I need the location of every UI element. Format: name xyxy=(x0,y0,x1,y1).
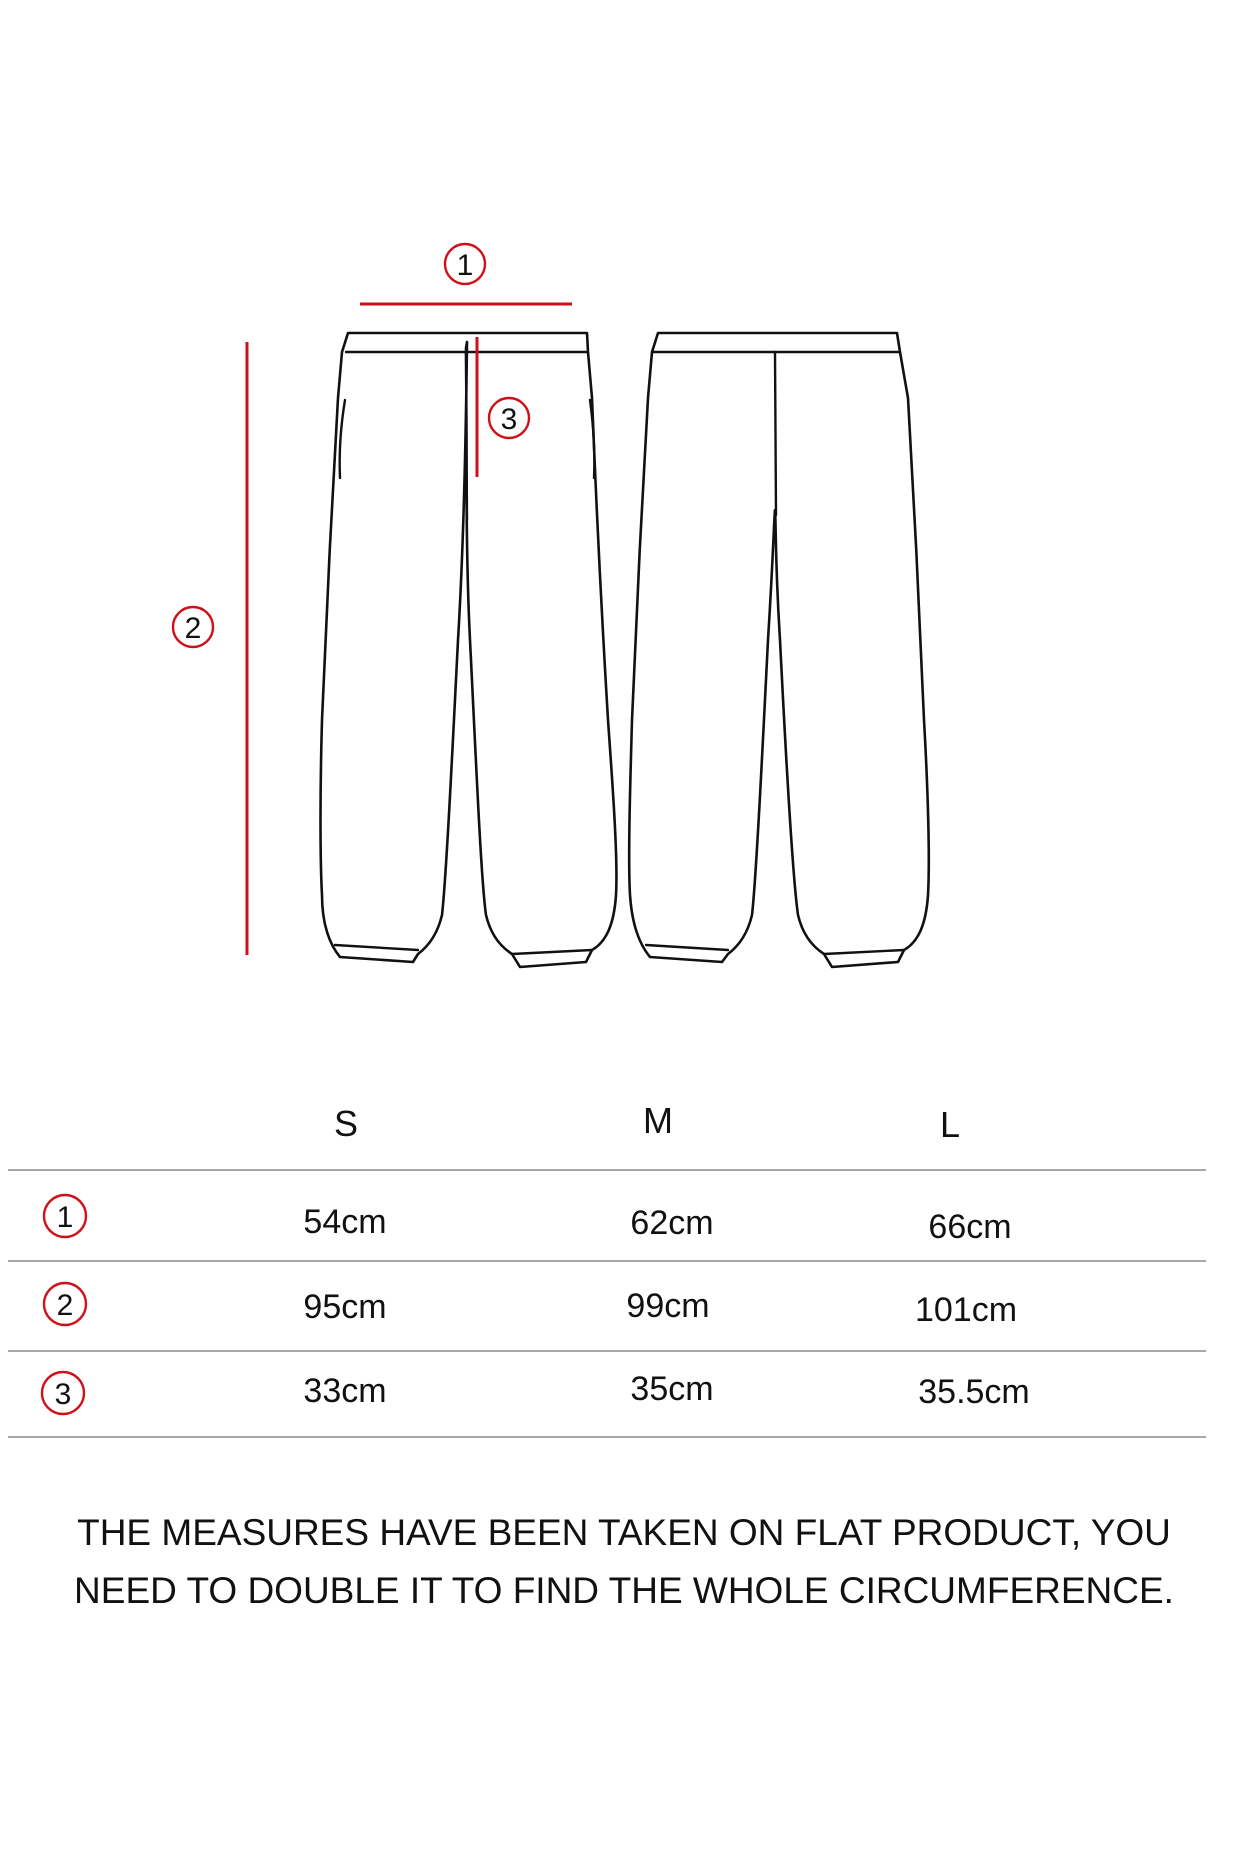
size-header-l: L xyxy=(939,1104,961,1145)
table-row xyxy=(42,1370,1030,1414)
table-cell-l: 66cm xyxy=(928,1208,1012,1246)
table-row xyxy=(44,1283,1017,1329)
row-marker-number: 1 xyxy=(56,1201,74,1234)
table-cell-l: 101cm xyxy=(914,1291,1018,1329)
pants-front-view xyxy=(321,333,617,967)
note-line-1: THE MEASURES HAVE BEEN TAKEN ON FLAT PRODUCT, YOU xyxy=(77,1512,1171,1553)
measurement-note xyxy=(74,1512,1174,1611)
table-cell-s: 95cm xyxy=(303,1288,387,1326)
table-row xyxy=(44,1195,1012,1246)
length-marker-number: 2 xyxy=(184,612,202,645)
size-header-s: S xyxy=(333,1103,359,1144)
rise-marker-number: 3 xyxy=(500,403,518,436)
row-marker-number: 2 xyxy=(56,1289,74,1322)
front-pants-outline xyxy=(321,333,617,967)
back-pants-outline xyxy=(629,333,929,967)
table-cell-s: 54cm xyxy=(303,1203,387,1241)
table-cell-m: 99cm xyxy=(626,1287,710,1325)
table-cell-l: 35.5cm xyxy=(918,1373,1030,1411)
table-cell-m: 62cm xyxy=(630,1204,714,1242)
back-center-seam xyxy=(775,352,776,515)
size-header-m: M xyxy=(643,1100,673,1141)
table-cell-m: 35cm xyxy=(630,1370,714,1408)
row-marker-number: 3 xyxy=(54,1378,72,1411)
table-cell-s: 33cm xyxy=(303,1372,387,1410)
size-table xyxy=(8,1100,1206,1437)
note-line-2: NEED TO DOUBLE IT TO FIND THE WHOLE CIRCUMFERENCE. xyxy=(74,1570,1174,1611)
waist-marker-number: 1 xyxy=(456,249,474,282)
pants-back-view xyxy=(629,333,929,967)
front-center-seam xyxy=(466,352,467,520)
